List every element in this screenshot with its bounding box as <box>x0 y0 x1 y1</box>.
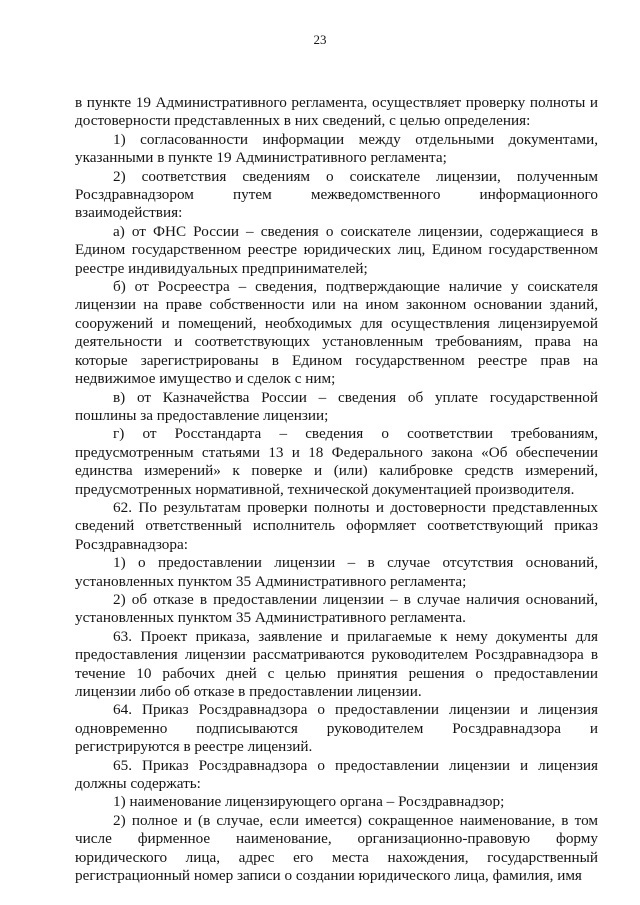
paragraph-65-item-1: 1) наименование лицензирующего органа – Росздравнадзор; <box>113 793 505 811</box>
paragraph-item-2-compliance: 2) соответствия сведениям о соискателе лицензии, полученным Росздравнадзором путем межведомственного информационного взаимодействия: <box>75 167 598 222</box>
paragraph-62-item-2: 2) об отказе в предоставлении лицензии – в случае наличия оснований, установленных пунктом 35 Административного регламента. <box>75 590 598 627</box>
paragraph-62: 62. По результатам проверки полноты и достоверности представленных сведений ответственный исполнитель оформляет соответствующий приказ Росздравнадзора: <box>75 498 598 553</box>
page-number: 23 <box>313 32 327 47</box>
paragraph-item-1-consistency: 1) согласованности информации между отдельными документами, указанными в пункте 19 Административного регламента; <box>75 130 598 167</box>
paragraph-subitem-g-rosstandart: г) от Росстандарта – сведения о соответствии требованиям, предусмотренным статьями 13 и 18 Федерального закона «Об обеспечении единства измерений» к поверке и (или) калибровке средств измерений, предусмотренных нормативной, технической документацией производителя. <box>75 425 598 498</box>
paragraph-subitem-a-fns: а) от ФНС России – сведения о соискателе лицензии, содержащиеся в Едином государственном реестре юридических лиц, Едином государственном реестре индивидуальных предпринимателей; <box>75 222 598 277</box>
paragraph-65-item-2: 2) полное и (в случае, если имеется) сокращенное наименование, в том числе фирменное наименование, организационно-правовую форму юридического лица, адрес его места нахождения, государственный регистрационный номер записи о создании юридического лица, фамилия, имя <box>75 811 598 885</box>
paragraph-64: 64. Приказ Росздравнадзора о предоставлении лицензии и лицензия одновременно подписываются руководителем Росздравнадзора и регистрируются в реестре лицензий. <box>75 701 598 756</box>
document-body <box>75 94 598 885</box>
paragraph-65: 65. Приказ Росздравнадзора о предоставлении лицензии и лицензия должны содержать: <box>75 756 598 793</box>
paragraph-63: 63. Проект приказа, заявление и прилагаемые к нему документы для предоставления лицензии рассматриваются руководителем Росздравнадзора в течение 10 рабочих дней с целью принятия решения о предоставлении лицензии либо об отказе в предоставлении лицензии. <box>75 627 598 700</box>
paragraph-continuation: в пункте 19 Административного регламента, осуществляет проверку полноты и достоверности представленных в них сведений, с целью определения: <box>75 94 598 130</box>
paragraph-subitem-v-treasury: в) от Казначейства России – сведения об уплате государственной пошлины за предоставление лицензии; <box>75 388 598 424</box>
paragraph-subitem-b-rosreestr: б) от Росреестра – сведения, подтверждающие наличие у соискателя лицензии на праве собственности или на ином законном основании зданий, сооружений и помещений, необходимых для осуществления лицензируемой деятельности и соответствующих установленным требованиям, права на которые зарегистрированы в Едином государственном реестре прав на недвижимое имущество и сделок с ним; <box>75 278 598 388</box>
paragraph-62-item-1: 1) о предоставлении лицензии – в случае отсутствия оснований, установленных пунктом 35 Административного регламента; <box>75 554 598 590</box>
